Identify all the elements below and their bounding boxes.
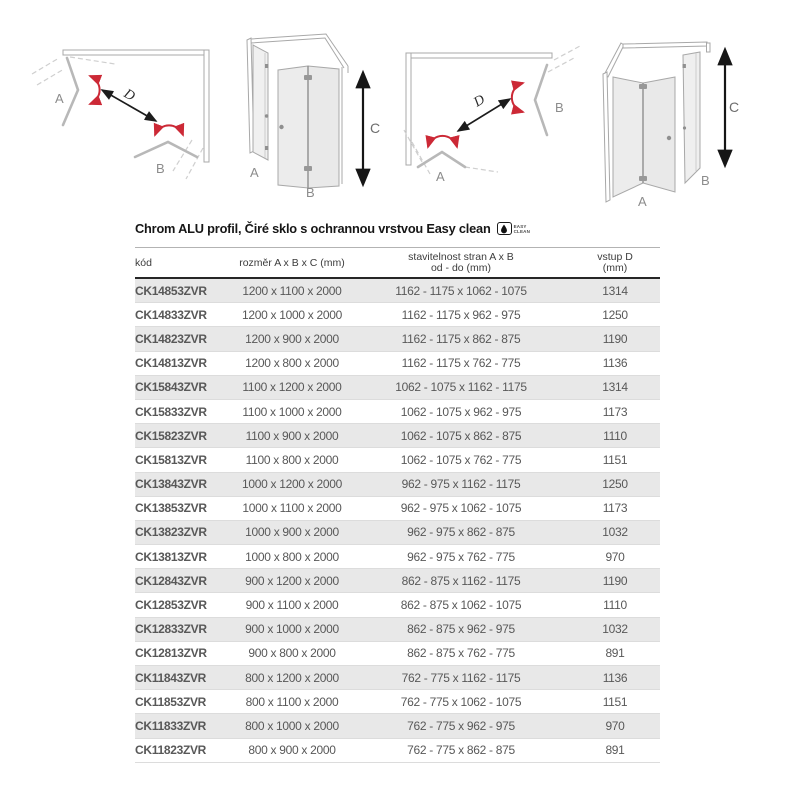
header-entry-line2: (mm) xyxy=(602,262,628,274)
cell-size: 1100 x 800 x 2000 xyxy=(232,448,352,472)
spec-table xyxy=(135,247,660,763)
badge-line2: CLEAN xyxy=(513,228,531,234)
header-adjust-line2: od - do (mm) xyxy=(430,262,492,274)
cell-adjust: 862 - 875 x 1062 - 1075 xyxy=(352,593,570,617)
cell-code: CK15833ZVR xyxy=(135,399,232,423)
cell-adjust: 962 - 975 x 1062 - 1075 xyxy=(352,496,570,520)
cell-entry: 1110 xyxy=(570,593,660,617)
cell-code: CK11853ZVR xyxy=(135,690,232,714)
cell-adjust: 762 - 775 x 1062 - 1075 xyxy=(352,690,570,714)
cell-code: CK12833ZVR xyxy=(135,617,232,641)
header-size: rozměr A x B x C (mm) xyxy=(239,256,345,269)
table-row xyxy=(135,569,660,593)
cell-size: 900 x 1100 x 2000 xyxy=(232,593,352,617)
table-row xyxy=(135,520,660,544)
cell-code: CK11843ZVR xyxy=(135,666,232,690)
label-a: A xyxy=(55,91,64,106)
header-entry-line1: vstup D xyxy=(597,251,633,263)
header-entry xyxy=(570,248,660,279)
cell-entry: 1190 xyxy=(570,327,660,351)
cell-adjust: 1162 - 1175 x 1062 - 1075 xyxy=(352,278,570,303)
cell-code: CK13843ZVR xyxy=(135,472,232,496)
hinge-icon xyxy=(304,75,312,80)
label-a: A xyxy=(250,165,259,180)
table-row xyxy=(135,666,660,690)
cell-size: 800 x 900 x 2000 xyxy=(232,738,352,762)
table-row xyxy=(135,690,660,714)
cell-size: 1200 x 900 x 2000 xyxy=(232,327,352,351)
cell-code: CK15813ZVR xyxy=(135,448,232,472)
cell-size: 1200 x 800 x 2000 xyxy=(232,351,352,375)
cell-adjust: 762 - 775 x 962 - 975 xyxy=(352,714,570,738)
table-row xyxy=(135,472,660,496)
cell-entry: 970 xyxy=(570,545,660,569)
cell-size: 1200 x 1100 x 2000 xyxy=(232,278,352,303)
table-row xyxy=(135,448,660,472)
cell-code: CK15823ZVR xyxy=(135,424,232,448)
door-b xyxy=(135,142,197,157)
cell-entry: 891 xyxy=(570,738,660,762)
header-adjust-line1: stavitelnost stran A x B xyxy=(408,251,514,263)
handle-icon xyxy=(667,136,671,140)
diagram-front-left xyxy=(230,20,390,215)
cell-entry: 1151 xyxy=(570,690,660,714)
swing-arrow-b xyxy=(155,125,183,135)
spec-table-body xyxy=(135,278,660,762)
cell-adjust: 962 - 975 x 762 - 775 xyxy=(352,545,570,569)
label-a: A xyxy=(638,194,647,209)
easy-clean-badge-text xyxy=(514,224,531,234)
table-row xyxy=(135,424,660,448)
cell-adjust: 762 - 775 x 862 - 875 xyxy=(352,738,570,762)
table-row xyxy=(135,399,660,423)
cell-entry: 1190 xyxy=(570,569,660,593)
easy-clean-badge xyxy=(497,222,531,235)
header-code: kód xyxy=(135,256,152,269)
label-b: B xyxy=(306,185,315,200)
top-rail xyxy=(623,42,710,52)
header-adjust xyxy=(352,248,570,279)
hinge-icon xyxy=(265,64,268,68)
cell-adjust: 1062 - 1075 x 962 - 975 xyxy=(352,399,570,423)
label-c: C xyxy=(729,99,740,115)
cell-entry: 1314 xyxy=(570,278,660,303)
handle-icon xyxy=(265,114,269,118)
cell-adjust: 962 - 975 x 1162 - 1175 xyxy=(352,472,570,496)
cell-adjust: 1162 - 1175 x 762 - 775 xyxy=(352,351,570,375)
cell-size: 1200 x 1000 x 2000 xyxy=(232,303,352,327)
cell-code: CK12843ZVR xyxy=(135,569,232,593)
cell-adjust: 762 - 775 x 1162 - 1175 xyxy=(352,666,570,690)
cell-adjust: 1062 - 1075 x 762 - 775 xyxy=(352,448,570,472)
cell-size: 1000 x 1200 x 2000 xyxy=(232,472,352,496)
cell-entry: 1151 xyxy=(570,448,660,472)
cell-code: CK14853ZVR xyxy=(135,278,232,303)
cell-entry: 1136 xyxy=(570,666,660,690)
label-d: D xyxy=(471,92,488,111)
hinge-icon xyxy=(304,166,312,171)
label-b: B xyxy=(156,161,165,176)
cell-adjust: 1162 - 1175 x 862 - 875 xyxy=(352,327,570,351)
table-row xyxy=(135,545,660,569)
diagram-front-right xyxy=(588,16,773,221)
cell-size: 1100 x 1200 x 2000 xyxy=(232,375,352,399)
cell-entry: 1173 xyxy=(570,399,660,423)
section-title-row xyxy=(135,221,530,236)
cell-adjust: 962 - 975 x 862 - 875 xyxy=(352,520,570,544)
door-a xyxy=(63,58,78,125)
table-row xyxy=(135,278,660,303)
table-row xyxy=(135,617,660,641)
cell-entry: 1110 xyxy=(570,424,660,448)
cell-size: 1100 x 900 x 2000 xyxy=(232,424,352,448)
cell-code: CK14823ZVR xyxy=(135,327,232,351)
cell-entry: 1314 xyxy=(570,375,660,399)
opened-panel-a xyxy=(253,45,268,160)
table-row xyxy=(135,327,660,351)
cell-code: CK11823ZVR xyxy=(135,738,232,762)
wall-outline xyxy=(63,50,209,162)
table-row xyxy=(135,375,660,399)
cell-entry: 1032 xyxy=(570,520,660,544)
cell-entry: 970 xyxy=(570,714,660,738)
cell-adjust: 1162 - 1175 x 962 - 975 xyxy=(352,303,570,327)
label-a: A xyxy=(436,169,445,184)
hinge-icon xyxy=(265,146,268,150)
cell-entry: 1032 xyxy=(570,617,660,641)
cell-code: CK12813ZVR xyxy=(135,641,232,665)
cell-code: CK13853ZVR xyxy=(135,496,232,520)
handle-icon xyxy=(683,126,686,129)
water-drop-icon xyxy=(497,222,512,235)
cell-code: CK14813ZVR xyxy=(135,351,232,375)
cell-size: 900 x 1200 x 2000 xyxy=(232,569,352,593)
door-swing-dashed-lines xyxy=(32,57,203,179)
cell-adjust: 862 - 875 x 1162 - 1175 xyxy=(352,569,570,593)
cell-size: 1100 x 1000 x 2000 xyxy=(232,399,352,423)
handle-icon xyxy=(279,125,283,129)
badge-line1: EASY xyxy=(513,223,527,229)
opened-panel-b xyxy=(683,52,701,183)
table-row xyxy=(135,738,660,762)
cell-entry: 1173 xyxy=(570,496,660,520)
table-row xyxy=(135,593,660,617)
table-header-row xyxy=(135,248,660,279)
cell-code: CK11833ZVR xyxy=(135,714,232,738)
hinge-icon xyxy=(639,176,647,181)
hinge-icon xyxy=(639,84,647,89)
cell-size: 1000 x 900 x 2000 xyxy=(232,520,352,544)
cell-size: 1000 x 1100 x 2000 xyxy=(232,496,352,520)
cell-adjust: 862 - 875 x 962 - 975 xyxy=(352,617,570,641)
table-row xyxy=(135,303,660,327)
diagram-plan-left xyxy=(22,22,217,207)
cell-size: 800 x 1000 x 2000 xyxy=(232,714,352,738)
cell-entry: 1250 xyxy=(570,472,660,496)
table-row xyxy=(135,496,660,520)
table-row xyxy=(135,351,660,375)
bifold-door-a xyxy=(613,77,675,197)
swing-arrow-b xyxy=(512,83,523,112)
cell-size: 900 x 1000 x 2000 xyxy=(232,617,352,641)
table-row xyxy=(135,641,660,665)
label-d: D xyxy=(121,86,138,105)
door-b xyxy=(535,65,547,135)
cell-entry: 1136 xyxy=(570,351,660,375)
diagram-plan-right xyxy=(398,22,593,207)
section-title: Chrom ALU profil, Čiré sklo s ochrannou vrstvou Easy clean xyxy=(135,221,491,236)
label-c: C xyxy=(370,120,381,136)
bifold-door-b xyxy=(278,66,339,188)
cell-code: CK13813ZVR xyxy=(135,545,232,569)
cell-entry: 1250 xyxy=(570,303,660,327)
cell-code: CK13823ZVR xyxy=(135,520,232,544)
cell-size: 800 x 1200 x 2000 xyxy=(232,666,352,690)
cell-size: 1000 x 800 x 2000 xyxy=(232,545,352,569)
table-row xyxy=(135,714,660,738)
cell-size: 800 x 1100 x 2000 xyxy=(232,690,352,714)
swing-arrow-a xyxy=(90,76,100,104)
label-b: B xyxy=(701,173,710,188)
cell-size: 900 x 800 x 2000 xyxy=(232,641,352,665)
cell-code: CK12853ZVR xyxy=(135,593,232,617)
label-b: B xyxy=(555,100,564,115)
cell-adjust: 862 - 875 x 762 - 775 xyxy=(352,641,570,665)
cell-adjust: 1062 - 1075 x 862 - 875 xyxy=(352,424,570,448)
hinge-icon xyxy=(683,64,686,68)
cell-entry: 891 xyxy=(570,641,660,665)
cell-code: CK14833ZVR xyxy=(135,303,232,327)
cell-adjust: 1062 - 1075 x 1162 - 1175 xyxy=(352,375,570,399)
cell-code: CK15843ZVR xyxy=(135,375,232,399)
swing-arrow-a xyxy=(428,136,457,147)
